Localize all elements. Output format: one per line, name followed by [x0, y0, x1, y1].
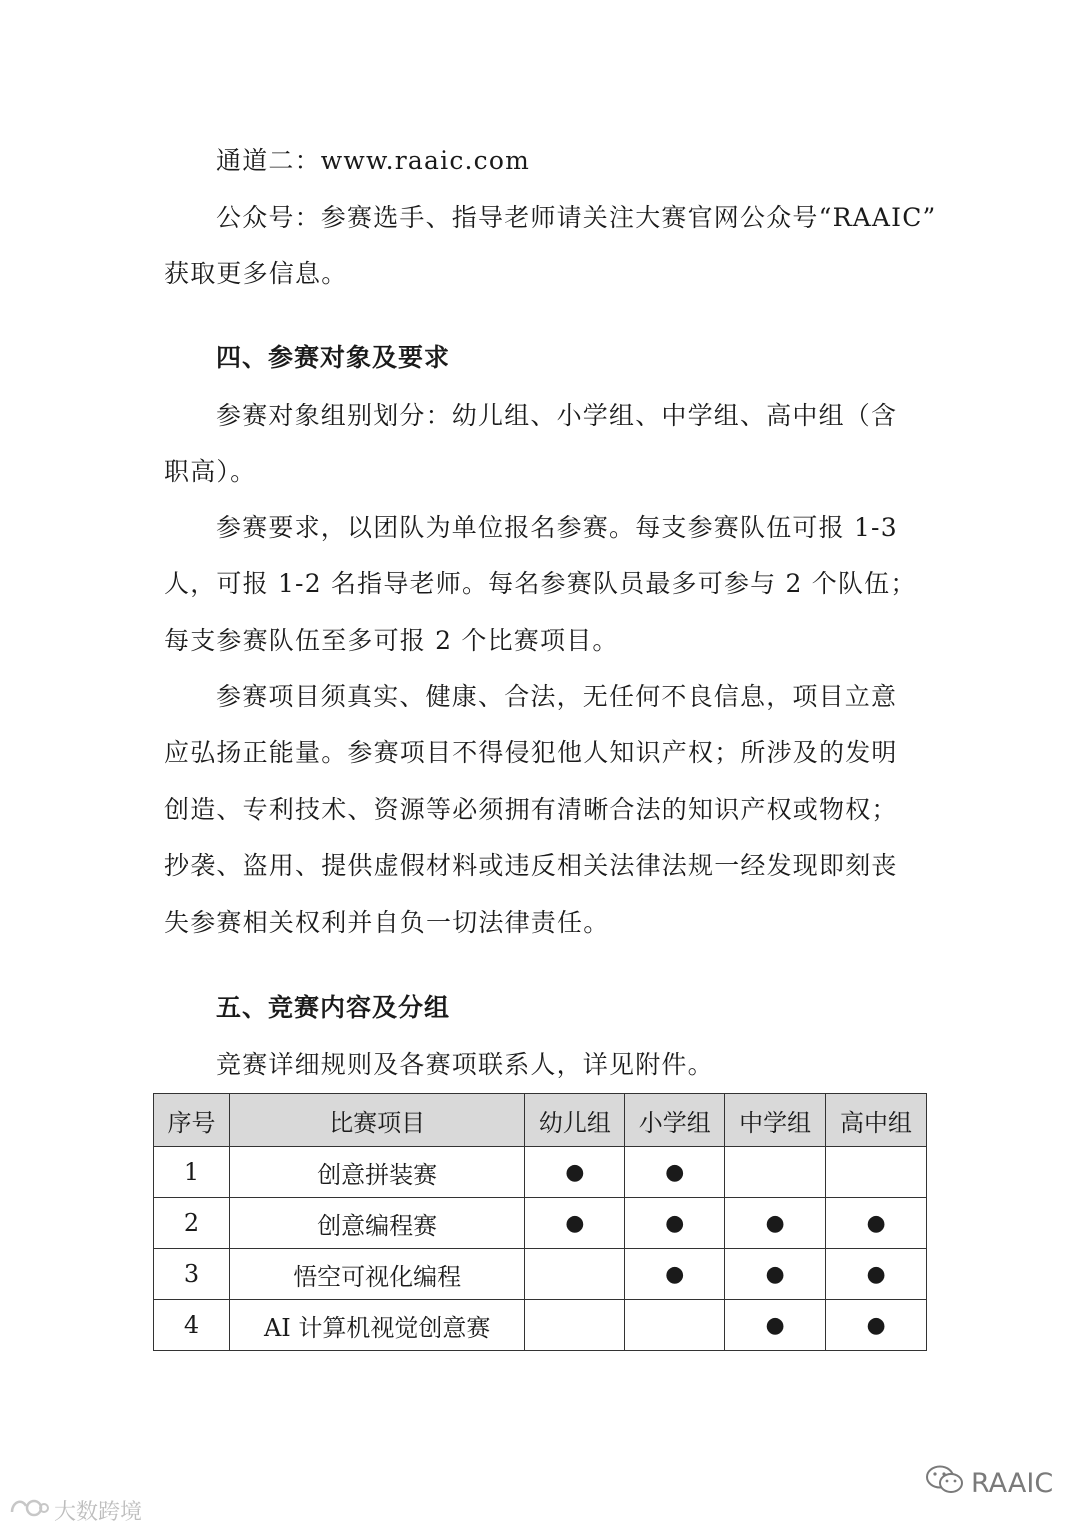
header-middle: 中学组 — [725, 1094, 826, 1147]
project-line-2: 应弘扬正能量。参赛项目不得侵犯他人知识产权；所涉及的发明 — [164, 738, 898, 767]
table-row — [154, 1249, 927, 1300]
mark-high: ● — [826, 1249, 927, 1300]
bilibili-like-logo-icon — [8, 1494, 50, 1526]
row-event-name: 创意拼装赛 — [229, 1147, 525, 1198]
mark-primary: ● — [625, 1249, 725, 1300]
mark-kindergarten — [525, 1249, 625, 1300]
project-line-3: 创造、专利技术、资源等必须拥有清晰合法的知识产权或物权； — [164, 795, 898, 824]
wechat-icon — [925, 1464, 965, 1503]
competition-groups-table — [153, 1093, 927, 1351]
requirements-line-2: 人，可报 1-2 名指导老师。每名参赛队员最多可参与 2 个队伍； — [164, 569, 917, 598]
table-row — [154, 1300, 927, 1351]
wechat-line-1: 公众号：参赛选手、指导老师请关注大赛官网公众号“RAAIC” — [216, 203, 937, 232]
requirements-line-1: 参赛要求，以团队为单位报名参赛。每支参赛队伍可报 1-3 — [216, 513, 898, 542]
groups-line-1: 参赛对象组别划分：幼儿组、小学组、中学组、高中组（含 — [216, 401, 898, 430]
table-row — [154, 1147, 927, 1198]
row-event-name: AI 计算机视觉创意赛 — [229, 1300, 525, 1351]
mark-high: ● — [826, 1198, 927, 1249]
row-number: 3 — [154, 1249, 230, 1300]
row-number: 1 — [154, 1147, 230, 1198]
raaic-watermark — [925, 1464, 1053, 1503]
mark-middle — [725, 1147, 826, 1198]
row-number: 2 — [154, 1198, 230, 1249]
channel-two-line — [216, 146, 530, 176]
groups-line-2: 职高）。 — [164, 457, 257, 486]
mark-primary: ● — [625, 1147, 725, 1198]
channel-two-text: 通道二：www.raaic.com — [216, 146, 531, 175]
section-four-heading: 四、参赛对象及要求 — [216, 343, 451, 372]
rules-line: 竞赛详细规则及各赛项联系人，详见附件。 — [216, 1050, 714, 1079]
mark-middle: ● — [725, 1249, 826, 1300]
row-event-name: 创意编程赛 — [229, 1198, 525, 1249]
raaic-watermark-text: RAAIC — [971, 1468, 1054, 1499]
header-kindergarten: 幼儿组 — [525, 1094, 625, 1147]
mark-middle: ● — [725, 1198, 826, 1249]
header-primary: 小学组 — [625, 1094, 725, 1147]
mark-kindergarten: ● — [525, 1198, 625, 1249]
row-event-name: 悟空可视化编程 — [229, 1249, 525, 1300]
mark-high: ● — [826, 1300, 927, 1351]
source-watermark — [8, 1494, 142, 1526]
project-line-5: 失参赛相关权利并自负一切法律责任。 — [164, 908, 610, 937]
row-number: 4 — [154, 1300, 230, 1351]
mark-kindergarten — [525, 1300, 625, 1351]
project-line-4: 抄袭、盗用、提供虚假材料或违反相关法律法规一经发现即刻丧 — [164, 851, 898, 880]
mark-primary: ● — [625, 1198, 725, 1249]
header-number: 序号 — [154, 1094, 230, 1147]
table-row — [154, 1198, 927, 1249]
table-header-row — [154, 1094, 927, 1147]
mark-middle: ● — [725, 1300, 826, 1351]
header-high: 高中组 — [826, 1094, 927, 1147]
requirements-line-3: 每支参赛队伍至多可报 2 个比赛项目。 — [164, 626, 619, 655]
mark-high — [826, 1147, 927, 1198]
project-line-1: 参赛项目须真实、健康、合法，无任何不良信息，项目立意 — [216, 682, 898, 711]
mark-primary — [625, 1300, 725, 1351]
wechat-line-2: 获取更多信息。 — [164, 259, 348, 288]
section-five-heading: 五、竞赛内容及分组 — [216, 993, 451, 1022]
header-event: 比赛项目 — [229, 1094, 525, 1147]
source-watermark-text: 大数跨境 — [54, 1499, 143, 1525]
mark-kindergarten: ● — [525, 1147, 625, 1198]
